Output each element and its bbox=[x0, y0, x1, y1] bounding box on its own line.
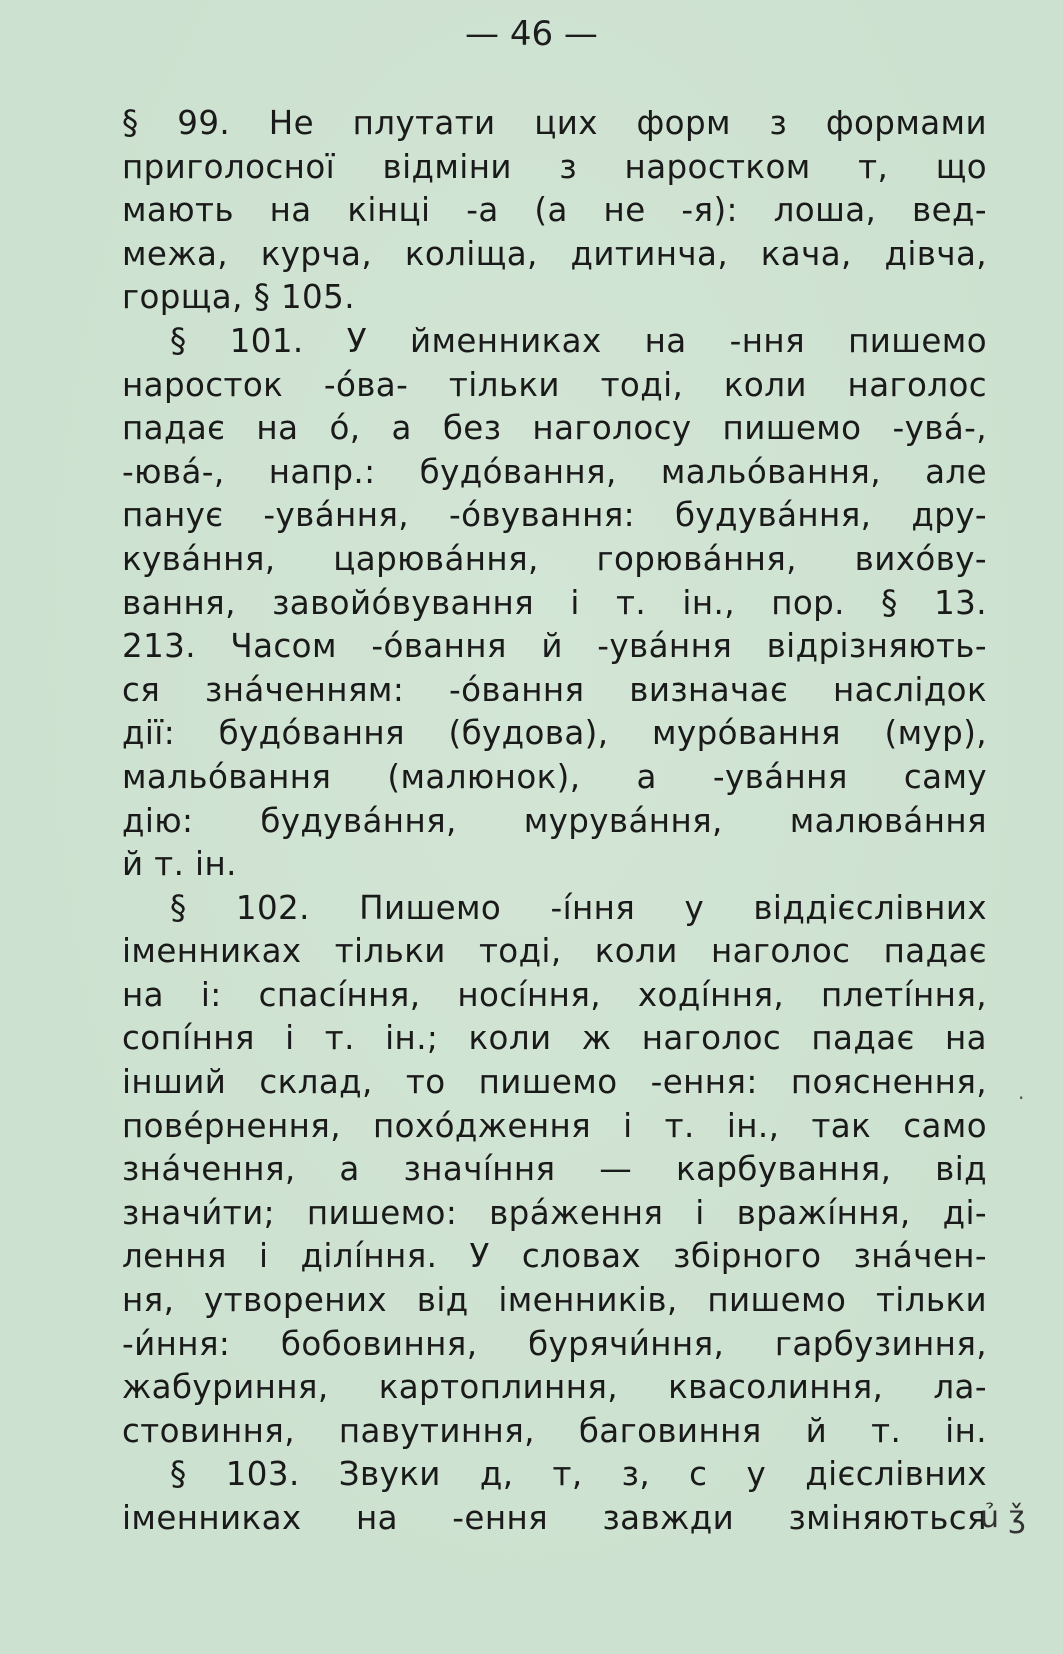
text-line: наросток -о́ва- тільки тоді, коли наголос bbox=[122, 365, 987, 404]
page-number: — 46 — bbox=[465, 14, 598, 54]
text-line: пове́рнення, похо́дження і т. ін., так само bbox=[122, 1106, 987, 1145]
text-line: межа, курча, коліща, дитинча, кача, дівча, bbox=[122, 234, 987, 273]
text-line: на і: спасі́ння, носі́ння, ході́ння, плеті́ння, bbox=[122, 975, 987, 1014]
text-line: § 102. Пишемо -і́ння у віддієслівних bbox=[170, 888, 987, 927]
text-line: 213. Часом -о́вання й -ува́ння відрізняють- bbox=[122, 627, 987, 666]
text-line: приголосної відміни з наростком т, що bbox=[122, 147, 987, 186]
text-line: ня, утворених від іменників, пишемо тільки bbox=[122, 1281, 987, 1320]
text-line: падає на о́, а без наголосу пишемо -ува́-, bbox=[122, 409, 987, 448]
text-line: вання, завойо́вування і т. ін., пор. § 13. bbox=[122, 583, 987, 622]
text-line: § 101. У йменниках на -ння пишемо bbox=[170, 321, 987, 360]
text-line: інший склад, то пишемо -ення: пояснення, bbox=[122, 1063, 987, 1102]
text-line: § 103. Звуки д, т, з, с у дієслівних bbox=[170, 1455, 987, 1494]
text-line: іменниках на -ення завжди зміняються bbox=[122, 1499, 987, 1537]
text-line: мальо́вання (малюнок), а -ува́ння саму bbox=[122, 757, 987, 796]
text-line: мають на кінці -а (а не -я): лоша, вед- bbox=[122, 191, 987, 230]
text-line: горща, § 105. bbox=[122, 278, 355, 317]
margin-mark: . bbox=[1018, 1080, 1025, 1104]
text-line: -и́ння: бобовиння, бурячи́ння, гарбузиння, bbox=[122, 1324, 987, 1363]
text-line: лення і ділі́ння. У словах збірного зна́чен- bbox=[122, 1237, 987, 1276]
text-line: зна́чення, а значі́ння — карбування, від bbox=[122, 1150, 987, 1189]
text-line: кува́ння, царюва́ння, горюва́ння, вихо́ву- bbox=[122, 539, 987, 578]
body-text bbox=[122, 102, 987, 1541]
text-line: панує -ува́ння, -о́вування: будува́ння, дру- bbox=[122, 496, 987, 535]
text-line: значи́ти; пишемо: вра́ження і вражі́ння, ді- bbox=[122, 1193, 987, 1232]
margin-mark: ủ ǯ bbox=[980, 1500, 1026, 1535]
text-line: сопі́ння і т. ін.; коли ж наголос падає на bbox=[122, 1019, 987, 1058]
text-line: іменниках тільки тоді, коли наголос падає bbox=[122, 932, 987, 971]
text-line: жабуриння, картоплиння, квасолиння, ла- bbox=[122, 1368, 987, 1407]
text-line: стовиння, павутиння, баговиння й т. ін. bbox=[122, 1411, 987, 1450]
text-line: дії: будо́вання (будова), муро́вання (мур), bbox=[122, 714, 987, 753]
text-line: дію: будува́ння, мурува́ння, малюва́ння bbox=[122, 801, 987, 840]
text-line: ся зна́ченням: -о́вання визначає наслідок bbox=[122, 670, 987, 709]
text-line: § 99. Не плутати цих форм з формами bbox=[122, 104, 987, 142]
text-line: й т. ін. bbox=[122, 845, 237, 884]
text-line: -юва́-, напр.: будо́вання, мальо́вання, але bbox=[122, 452, 987, 491]
